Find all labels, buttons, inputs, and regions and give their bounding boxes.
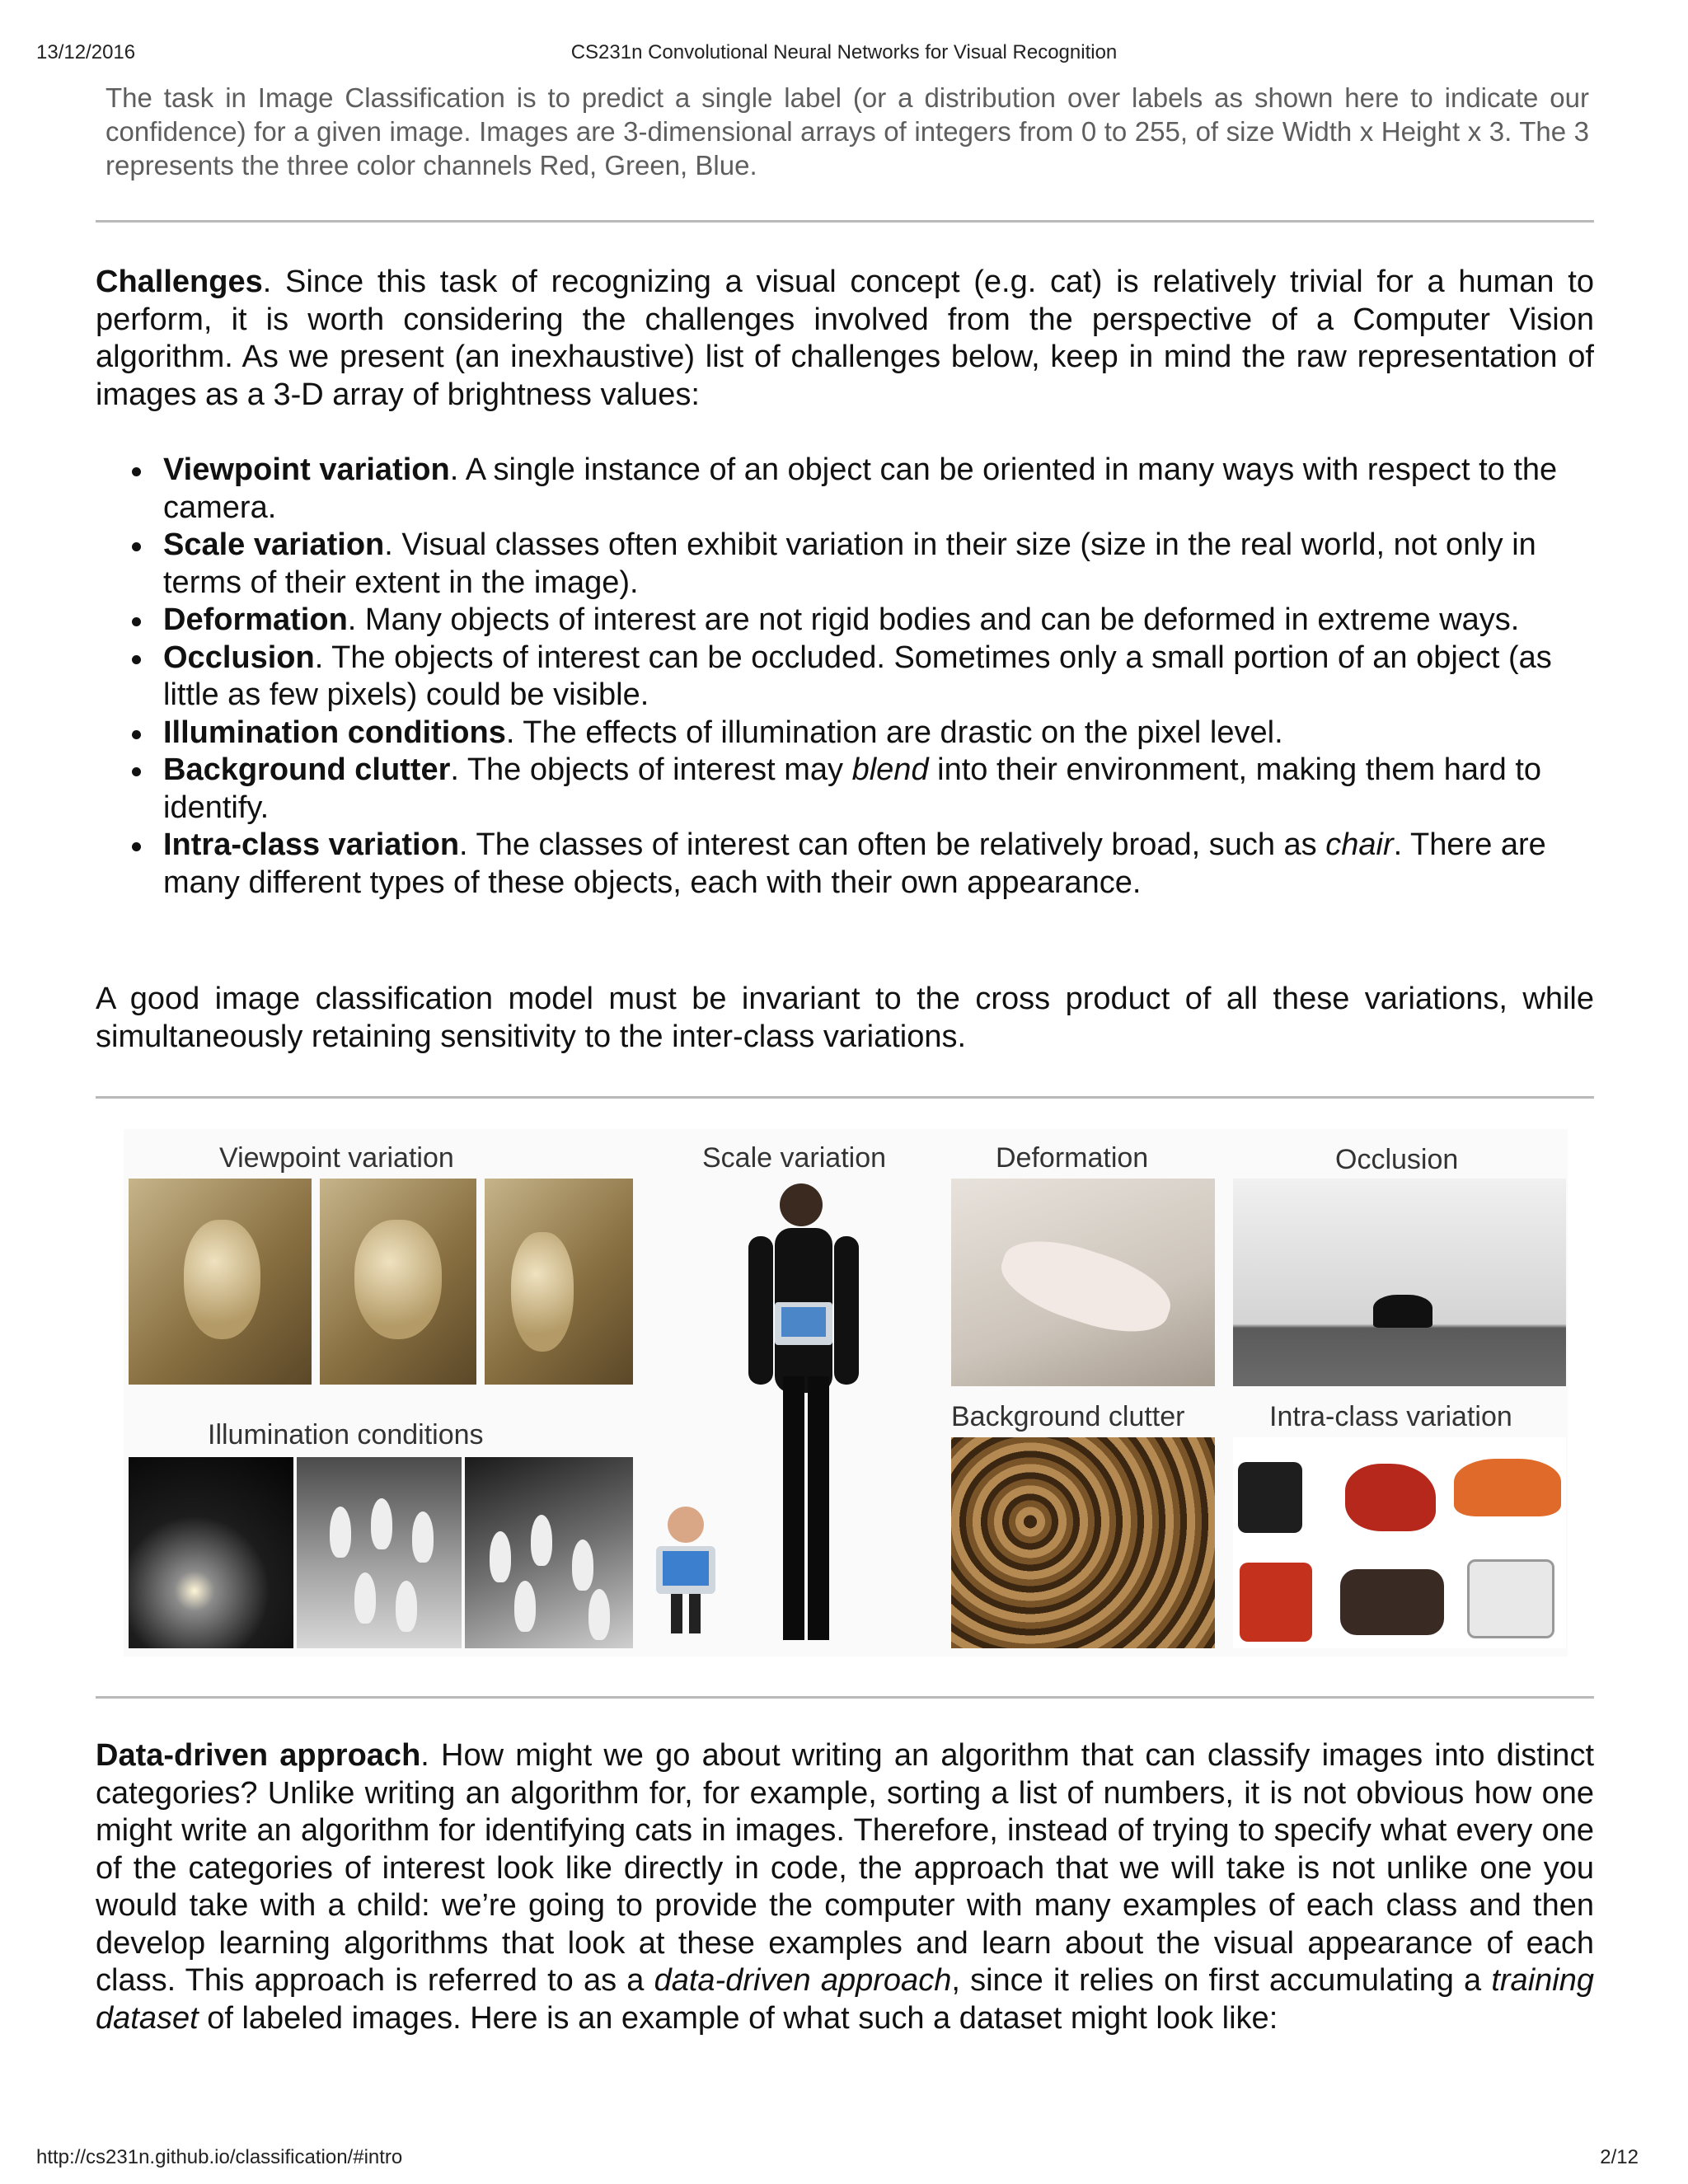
list-item [163, 640, 1594, 715]
list-item-text: into their environment, making them hard to identify. [163, 752, 1542, 825]
list-item-text: . There are many different types of these objects, each with their own appearance. [163, 827, 1546, 900]
list-item-text: . The objects of interest can be occluded. Sometimes only a small portion of an object (as little as few pixels) could be visible. [163, 640, 1552, 712]
data-driven-heading: Data-driven approach [96, 1738, 421, 1773]
list-item-emphasis: chair [1325, 827, 1394, 862]
divider [96, 1096, 1594, 1099]
viewpoint-photo [485, 1179, 633, 1385]
list-item-text: . The objects of interest may [450, 752, 852, 787]
list-item-term: Deformation [163, 602, 348, 637]
viewpoint-photo [320, 1179, 476, 1385]
label-viewpoint: Viewpoint variation [219, 1142, 454, 1174]
list-item [163, 527, 1594, 602]
list-item-text: . A single instance of an object can be oriented in many ways with respect to the camera. [163, 452, 1558, 525]
divider [96, 220, 1594, 223]
viewpoint-photo [129, 1179, 312, 1385]
invariance-paragraph: A good image classification model must be invariant to the cross product of all these variations, while simultaneously retaining sensitivity to the inter-class variations. [96, 982, 1594, 1054]
illumination-photo [465, 1457, 633, 1648]
challenges-heading: Challenges [96, 265, 263, 299]
list-item-term: Occlusion [163, 640, 315, 675]
illumination-photo [297, 1457, 462, 1648]
illumination-photo [129, 1457, 293, 1648]
list-item-text: . The effects of illumination are drastic on the pixel level. [505, 715, 1283, 750]
challenges-paragraph [96, 264, 1594, 414]
footer-url: http://cs231n.github.io/classification/#intro [36, 2146, 403, 2168]
list-item-term: Viewpoint variation [163, 452, 450, 487]
challenges-text: . Since this task of recognizing a visual concept (e.g. cat) is relatively trivial for a human to perform, it is worth considering the challenges involved from the perspective of a Computer Vision algorithm. As we present (an inexhaustive) list of challenges below, keep in mind the raw representation of images as a 3-D array of brightness values: [96, 265, 1594, 412]
scale-variation-photo [651, 1179, 923, 1648]
label-deformation: Deformation [996, 1142, 1149, 1174]
list-item-text: . Many objects of interest are not rigid bodies and can be deformed in extreme ways. [347, 602, 1520, 637]
list-item [163, 452, 1594, 527]
list-item-text: . The classes of interest can often be relatively broad, such as [459, 827, 1326, 862]
deformation-photo [951, 1179, 1215, 1386]
paragraph-emphasis: training dataset [96, 1963, 1594, 2036]
list-item-term: Background clutter [163, 752, 451, 787]
list-item-term: Scale variation [163, 527, 385, 562]
list-item-text: . Visual classes often exhibit variation in their size (size in the real world, not only in terms of their extent in the image). [163, 527, 1536, 600]
list-item [163, 715, 1594, 752]
label-scale: Scale variation [702, 1142, 887, 1174]
data-driven-paragraph [96, 1737, 1594, 2037]
label-illumination: Illumination conditions [208, 1419, 484, 1451]
paragraph-text: , since it relies on first accumulating a [951, 1963, 1492, 1998]
label-occlusion: Occlusion [1335, 1144, 1459, 1175]
paragraph-text: of labeled images. Here is an example of what such a dataset might look like: [198, 2000, 1278, 2036]
print-page-title: CS231n Convolutional Neural Networks for Visual Recognition [570, 41, 1118, 63]
list-item-emphasis: blend [851, 752, 929, 787]
intra-class-photo [1233, 1437, 1566, 1648]
list-item-term: Illumination conditions [163, 715, 506, 750]
label-intra-class: Intra-class variation [1269, 1401, 1512, 1432]
figure-caption: The task in Image Classification is to predict a single label (or a distribution over labels as shown here to indicate our confidence) for a given image. Images are 3-dimensional arrays of integers from 0 to 255, of size Width x Height x 3. The 3 represents the three color channels Red, Green, Blue. [106, 82, 1589, 180]
background-clutter-photo [951, 1437, 1215, 1648]
label-background-clutter: Background clutter [951, 1401, 1185, 1432]
footer-page-number: 2/12 [1600, 2146, 1639, 2168]
list-item [163, 752, 1594, 827]
paragraph-emphasis: data-driven approach [654, 1963, 952, 1998]
occlusion-photo [1233, 1179, 1566, 1386]
challenges-figure [124, 1129, 1568, 1657]
divider [96, 1696, 1594, 1699]
challenge-list [96, 452, 1594, 902]
list-item [163, 827, 1594, 902]
list-item-term: Intra-class variation [163, 827, 460, 862]
print-date: 13/12/2016 [36, 41, 136, 63]
list-item [163, 602, 1594, 640]
paragraph-text: . How might we go about writing an algorithm that can classify images into distinct categories? Unlike writing an algorithm for, for example, sorting a list of numbers, it is not obvious how one might write an algorithm for identifying cats in images. Therefore, instead of trying to specify what every one of the categories of interest look like directly in code, the approach that we will take is not unlike one you would take with a child: we’re going to provide the computer with many examples of each class and then develop learning algorithms that look at these examples and learn about the visual appearance of each class. This approach is referred to as a [96, 1738, 1594, 1998]
